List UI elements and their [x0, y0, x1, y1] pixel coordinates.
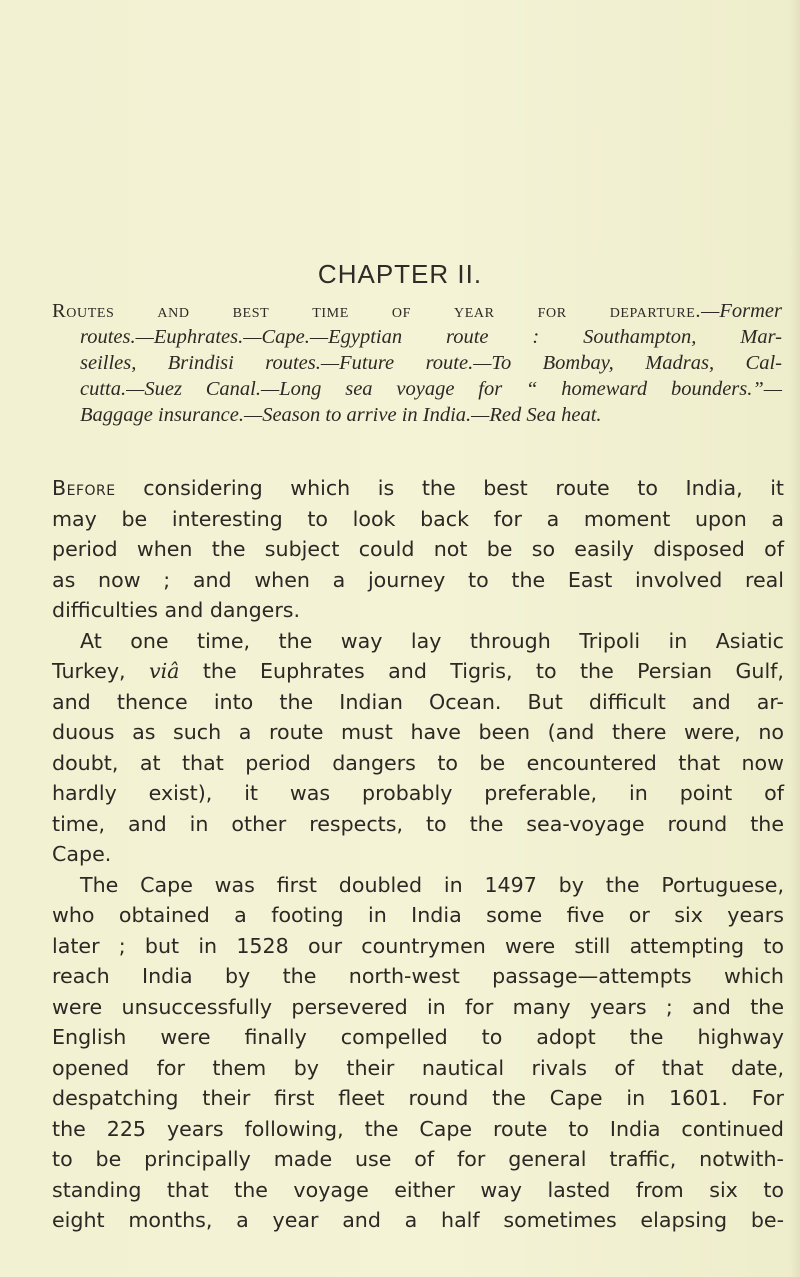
summary-line-text: —Former: [701, 300, 782, 322]
paragraph-line: English were finally compelled to adopt the highway: [52, 1025, 784, 1049]
paragraph-line: opened for them by their nautical rivals of that date,: [52, 1055, 784, 1080]
paragraph-line: At one time, the way lay through Tripoli in Asiatic: [80, 628, 784, 653]
line-text: the Euphrates and Tigris, to the Persian Gulf,: [179, 659, 784, 683]
paragraph-line: The Cape was first doubled in 1497 by the Portuguese,: [80, 872, 784, 897]
opening-word: Before: [52, 476, 116, 500]
body-text: [52, 473, 784, 1236]
paragraph-line: Cape.: [52, 842, 112, 866]
summary-line: Baggage insurance.—Season to arrive in India.—Red Sea heat.: [80, 404, 602, 426]
summary-line: routes.—Euphrates.—Cape.—Egyptian route : Southampton, Mar-: [80, 326, 782, 348]
paragraph-line: were unsuccessfully persevered in for many years ; and the: [52, 994, 784, 1019]
page-edge-shadow: [790, 0, 800, 1277]
paragraph-line: who obtained a footing in India some five or six years: [52, 903, 784, 927]
paragraph-line: [52, 473, 784, 504]
line-text: Turkey,: [52, 659, 149, 683]
paragraph-line: later ; but in 1528 our countrymen were still attempting to: [52, 933, 784, 958]
paragraph-line: [52, 656, 784, 687]
paragraph-line: standing that the voyage either way lasted from six to: [52, 1177, 784, 1202]
summary-line: seilles, Brindisi routes.—Future route.—To Bombay, Madras, Cal-: [80, 352, 782, 374]
paragraph-line: may be interesting to look back for a moment upon a: [52, 506, 784, 531]
summary-line: [52, 298, 782, 324]
paragraph-line: duous as such a route must have been (and there were, no: [52, 720, 784, 744]
paragraph-line: difficulties and dangers.: [52, 598, 301, 622]
paragraph-line: doubt, at that period dangers to be encountered that now: [52, 750, 784, 775]
summary-lead: Routes and best time of year for departure.: [52, 300, 702, 322]
paragraph-line: hardly exist), it was probably preferable, in point of: [52, 781, 784, 805]
paragraph-line: reach India by the north-west passage—attempts which: [52, 964, 784, 988]
paragraph-line: eight months, a year and a half sometimes elapsing be-: [52, 1208, 784, 1232]
chapter-title: CHAPTER II.: [317, 259, 483, 289]
paragraph-line: and thence into the Indian Ocean. But difficult and ar-: [52, 689, 784, 714]
paragraph-line: despatching their first fleet round the Cape in 1601. For: [52, 1086, 784, 1110]
chapter-summary: [52, 298, 782, 428]
paragraph-line: the 225 years following, the Cape route to India continued: [52, 1116, 784, 1141]
italic-word: viâ: [148, 659, 180, 683]
paragraph-line: to be principally made use of for general traffic, notwith-: [52, 1147, 784, 1171]
paragraph-line: period when the subject could not be so easily disposed of: [52, 537, 784, 561]
paragraph-line: time, and in other respects, to the sea-voyage round the: [52, 811, 784, 836]
line-text: considering which is the best route to India, it: [115, 476, 784, 500]
summary-line: cutta.—Suez Canal.—Long sea voyage for “ homeward bounders.”—: [80, 378, 782, 400]
paragraph-line: as now ; and when a journey to the East involved real: [52, 567, 784, 592]
